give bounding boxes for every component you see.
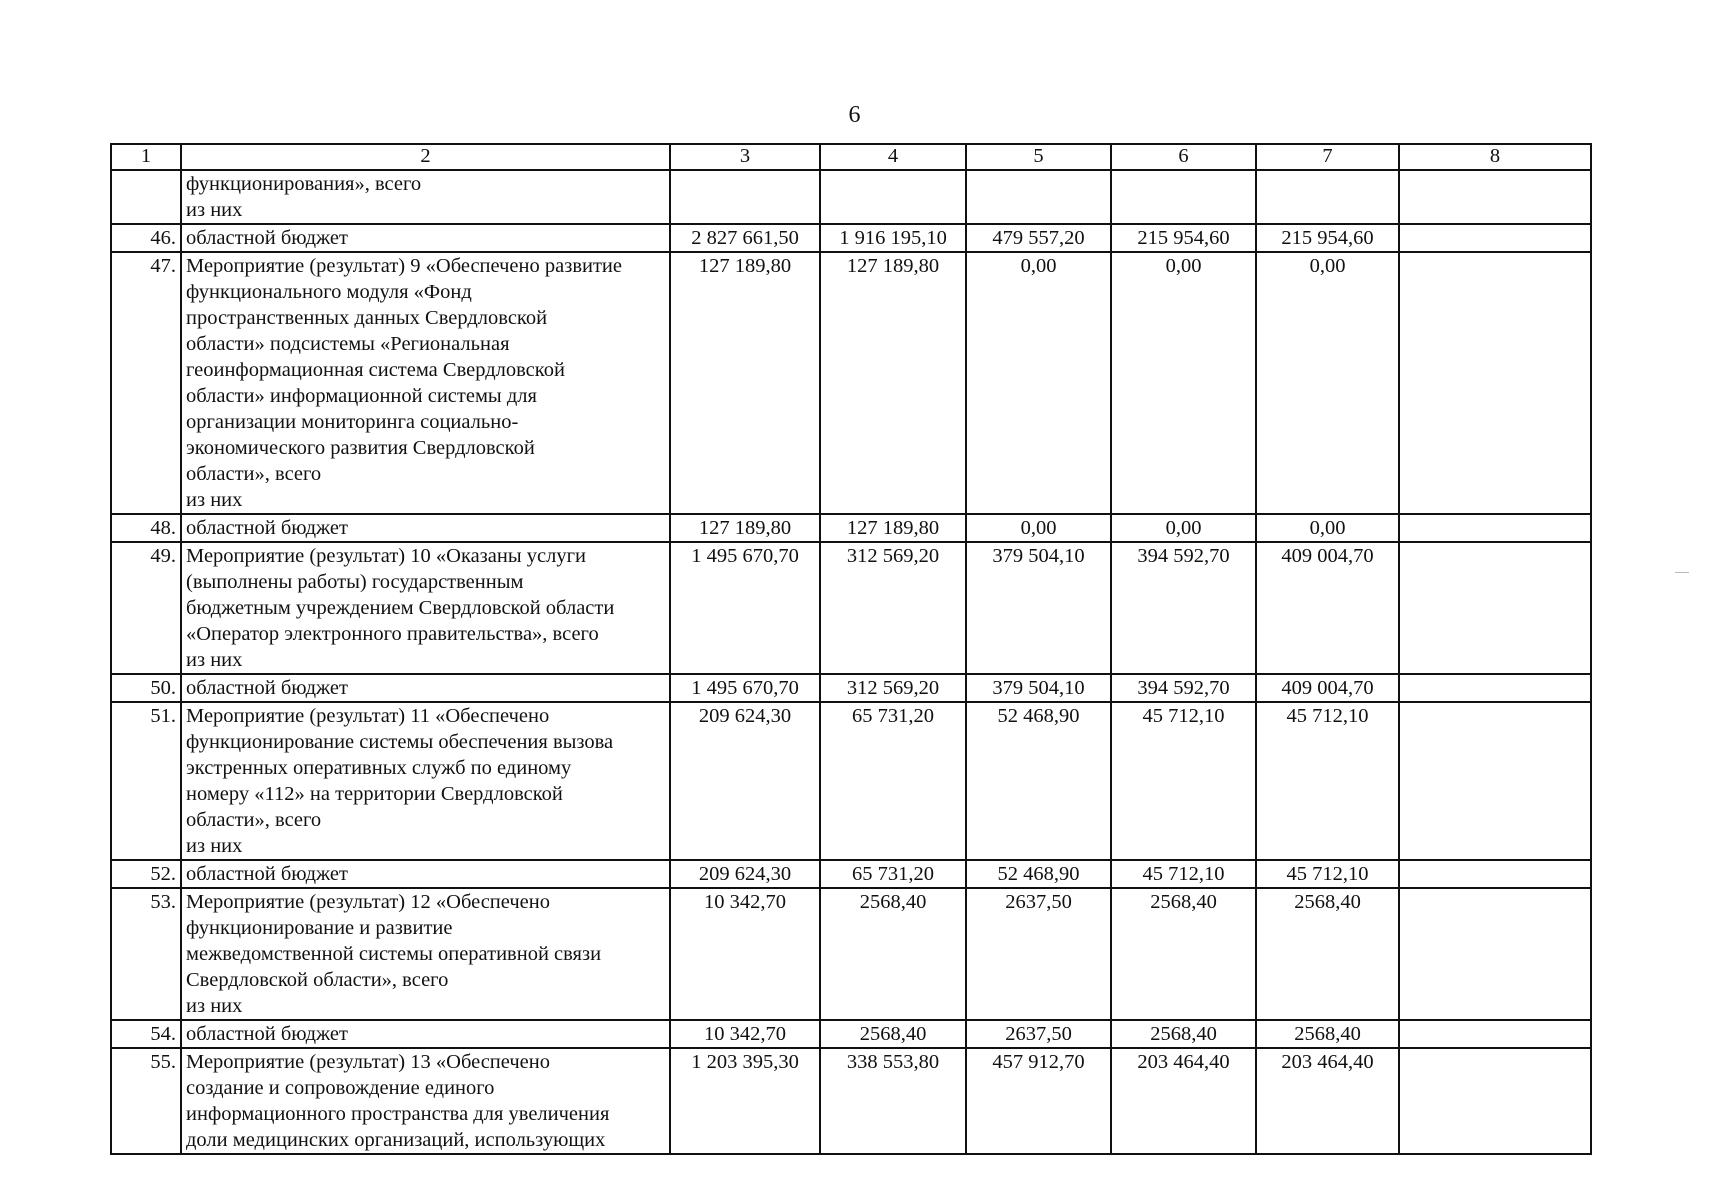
row-name-line: (выполнены работы) государственным: [186, 571, 524, 593]
row-name-line: Мероприятие (результат) 12 «Обеспечено: [186, 891, 550, 913]
row-number: 51.: [111, 702, 181, 860]
row-number: 49.: [111, 542, 181, 674]
row-name-line: Мероприятие (результат) 9 «Обеспечено развитие: [186, 255, 622, 277]
amount-cell-c8: [1399, 542, 1591, 674]
amount-cell-c8: [1399, 514, 1591, 542]
amount-cell-c3: 2 827 661,50: [670, 224, 820, 252]
row-number: 48.: [111, 514, 181, 542]
row-number: [111, 170, 181, 224]
table-row: [111, 888, 1591, 1020]
row-name-line: области», всего: [186, 463, 322, 485]
table-body: [111, 170, 1591, 1154]
column-header: 2: [181, 144, 670, 170]
table-row: [111, 542, 1591, 674]
row-name-line: из них: [186, 835, 243, 857]
amount-cell-c8: [1399, 1020, 1591, 1048]
budget-table: [110, 143, 1592, 1155]
row-name-line: Мероприятие (результат) 10 «Оказаны услуги: [186, 545, 586, 567]
row-name-line: областной бюджет: [186, 677, 348, 699]
amount-cell-c6: 2568,40: [1111, 1020, 1256, 1048]
row-name-line: Мероприятие (результат) 11 «Обеспечено: [186, 705, 550, 727]
row-name-line: создание и сопровождение единого: [186, 1077, 495, 1099]
row-name: [181, 674, 670, 702]
row-name-line: пространственных данных Свердловской: [186, 307, 548, 329]
row-number: 46.: [111, 224, 181, 252]
amount-cell-c4: 312 569,20: [820, 674, 966, 702]
amount-cell-c4: 338 553,80: [820, 1048, 966, 1154]
row-name-line: из них: [186, 649, 243, 671]
row-name-line: номеру «112» на территории Свердловской: [186, 783, 563, 805]
amount-cell-c5: 379 504,10: [966, 542, 1111, 674]
amount-cell-c7: 45 712,10: [1256, 702, 1399, 860]
amount-cell-c3: 1 495 670,70: [670, 674, 820, 702]
amount-cell-c4: 2568,40: [820, 888, 966, 1020]
row-name-line: из них: [186, 995, 243, 1017]
column-header: 6: [1111, 144, 1256, 170]
row-name: [181, 542, 670, 674]
amount-cell-c7: 215 954,60: [1256, 224, 1399, 252]
amount-cell-c3: 209 624,30: [670, 860, 820, 888]
amount-cell-c5: 2637,50: [966, 888, 1111, 1020]
table-row: [111, 1048, 1591, 1154]
row-name-line: из них: [186, 489, 243, 511]
amount-cell-c4: 127 189,80: [820, 514, 966, 542]
row-name: [181, 1048, 670, 1154]
column-header: 5: [966, 144, 1111, 170]
row-name-line: Мероприятие (результат) 13 «Обеспечено: [186, 1051, 550, 1073]
row-name-line: информационного пространства для увеличения: [186, 1103, 610, 1125]
amount-cell-c4: 65 731,20: [820, 860, 966, 888]
amount-cell-c5: 379 504,10: [966, 674, 1111, 702]
amount-cell-c8: [1399, 860, 1591, 888]
amount-cell-c6: 45 712,10: [1111, 702, 1256, 860]
amount-cell-c8: [1399, 888, 1591, 1020]
amount-cell-c3: 10 342,70: [670, 1020, 820, 1048]
amount-cell-c6: 394 592,70: [1111, 542, 1256, 674]
table-row: [111, 514, 1591, 542]
amount-cell-c8: [1399, 170, 1591, 224]
amount-cell-c4: [820, 170, 966, 224]
row-name: [181, 860, 670, 888]
amount-cell-c8: [1399, 702, 1591, 860]
amount-cell-c6: 215 954,60: [1111, 224, 1256, 252]
row-name: [181, 252, 670, 514]
amount-cell-c3: 10 342,70: [670, 888, 820, 1020]
amount-cell-c5: 0,00: [966, 514, 1111, 542]
row-name-line: области», всего: [186, 809, 322, 831]
amount-cell-c5: 0,00: [966, 252, 1111, 514]
row-number: 52.: [111, 860, 181, 888]
row-name-line: межведомственной системы оперативной связи: [186, 943, 602, 965]
amount-cell-c3: 209 624,30: [670, 702, 820, 860]
row-name: [181, 170, 670, 224]
scan-mark: [1675, 572, 1689, 573]
row-name-line: областной бюджет: [186, 1023, 348, 1045]
row-name-line: бюджетным учреждением Свердловской области: [186, 597, 615, 619]
amount-cell-c6: 45 712,10: [1111, 860, 1256, 888]
row-name-line: экстренных оперативных служб по единому: [186, 757, 572, 779]
row-name-line: геоинформационная система Свердловской: [186, 359, 565, 381]
row-name-line: функционирование и развитие: [186, 917, 453, 939]
amount-cell-c8: [1399, 1048, 1591, 1154]
row-name-line: функционирования», всего: [186, 173, 422, 195]
row-name-line: доли медицинских организаций, использующих: [186, 1129, 606, 1151]
table-row: [111, 252, 1591, 514]
row-name: [181, 702, 670, 860]
amount-cell-c7: 409 004,70: [1256, 674, 1399, 702]
amount-cell-c7: 2568,40: [1256, 1020, 1399, 1048]
table-header-row: [111, 144, 1591, 170]
amount-cell-c5: 52 468,90: [966, 702, 1111, 860]
amount-cell-c4: 127 189,80: [820, 252, 966, 514]
amount-cell-c5: 457 912,70: [966, 1048, 1111, 1154]
row-name-line: функционирование системы обеспечения вызова: [186, 731, 614, 753]
row-name-line: области» подсистемы «Региональная: [186, 333, 510, 355]
amount-cell-c7: 45 712,10: [1256, 860, 1399, 888]
row-name: [181, 514, 670, 542]
amount-cell-c8: [1399, 674, 1591, 702]
amount-cell-c4: 2568,40: [820, 1020, 966, 1048]
amount-cell-c6: 0,00: [1111, 514, 1256, 542]
amount-cell-c7: 0,00: [1256, 252, 1399, 514]
column-header: 8: [1399, 144, 1591, 170]
amount-cell-c6: 203 464,40: [1111, 1048, 1256, 1154]
row-name: [181, 1020, 670, 1048]
row-name-line: областной бюджет: [186, 517, 348, 539]
amount-cell-c6: [1111, 170, 1256, 224]
row-name-line: областной бюджет: [186, 227, 348, 249]
amount-cell-c6: 2568,40: [1111, 888, 1256, 1020]
table-row: [111, 224, 1591, 252]
row-number: 55.: [111, 1048, 181, 1154]
row-name-line: организации мониторинга социально-: [186, 411, 519, 433]
table-row: [111, 170, 1591, 224]
amount-cell-c5: 479 557,20: [966, 224, 1111, 252]
row-name-line: «Оператор электронного правительства», всего: [186, 623, 599, 645]
amount-cell-c4: 1 916 195,10: [820, 224, 966, 252]
table-row: [111, 674, 1591, 702]
row-name-line: функционального модуля «Фонд: [186, 281, 472, 303]
column-header: 1: [111, 144, 181, 170]
page-number: 6: [848, 102, 861, 128]
amount-cell-c3: 127 189,80: [670, 252, 820, 514]
row-name: [181, 224, 670, 252]
row-number: 47.: [111, 252, 181, 514]
row-number: 54.: [111, 1020, 181, 1048]
amount-cell-c7: [1256, 170, 1399, 224]
row-number: 53.: [111, 888, 181, 1020]
row-name-line: из них: [186, 199, 243, 221]
amount-cell-c6: 0,00: [1111, 252, 1256, 514]
amount-cell-c5: 52 468,90: [966, 860, 1111, 888]
table-row: [111, 860, 1591, 888]
amount-cell-c3: 127 189,80: [670, 514, 820, 542]
amount-cell-c7: 409 004,70: [1256, 542, 1399, 674]
amount-cell-c7: 0,00: [1256, 514, 1399, 542]
table-row: [111, 702, 1591, 860]
column-header: 4: [820, 144, 966, 170]
row-number: 50.: [111, 674, 181, 702]
amount-cell-c5: 2637,50: [966, 1020, 1111, 1048]
amount-cell-c4: 65 731,20: [820, 702, 966, 860]
amount-cell-c3: [670, 170, 820, 224]
row-name-line: области» информационной системы для: [186, 385, 537, 407]
amount-cell-c5: [966, 170, 1111, 224]
amount-cell-c3: 1 495 670,70: [670, 542, 820, 674]
column-header: 7: [1256, 144, 1399, 170]
row-name: [181, 888, 670, 1020]
amount-cell-c3: 1 203 395,30: [670, 1048, 820, 1154]
amount-cell-c8: [1399, 252, 1591, 514]
column-header: 3: [670, 144, 820, 170]
amount-cell-c4: 312 569,20: [820, 542, 966, 674]
row-name-line: Свердловской области», всего: [186, 969, 449, 991]
row-name-line: областной бюджет: [186, 863, 348, 885]
amount-cell-c7: 203 464,40: [1256, 1048, 1399, 1154]
amount-cell-c6: 394 592,70: [1111, 674, 1256, 702]
amount-cell-c7: 2568,40: [1256, 888, 1399, 1020]
row-name-line: экономического развития Свердловской: [186, 437, 535, 459]
amount-cell-c8: [1399, 224, 1591, 252]
table-row: [111, 1020, 1591, 1048]
